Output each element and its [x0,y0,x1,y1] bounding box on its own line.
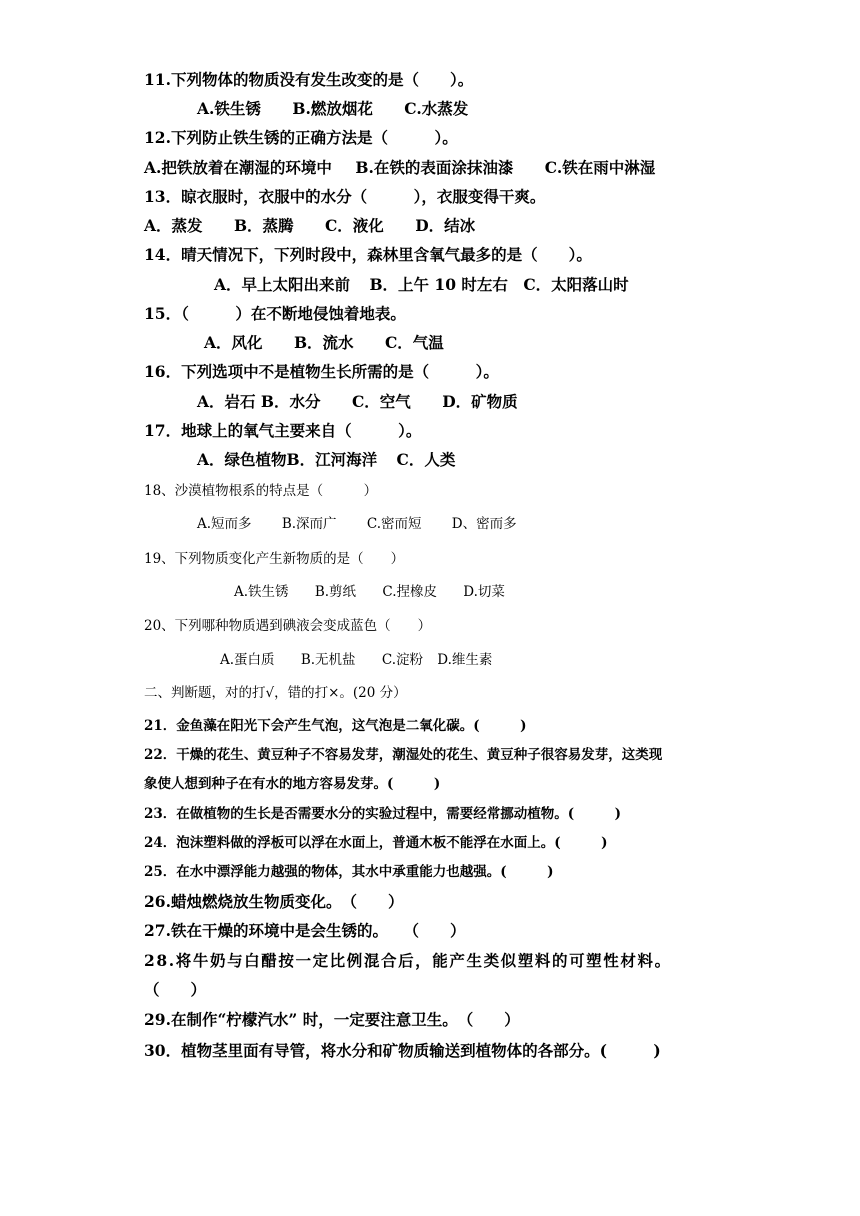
question-20-options [220,654,492,668]
option-c: C.密而短 [366,516,422,532]
question-11-stem: 11.下列物体的物质没有发生改变的是（ ）。 [144,70,474,89]
option-a: A.铁生锈 [197,99,261,118]
question-12-options [144,160,655,176]
option-b: B.剪纸 [314,584,357,600]
question-24: 24．泡沫塑料做的浮板可以浮在水面上，普通木板不能浮在水面上。( ) [144,835,608,851]
question-20-stem: 20、下列哪种物质遇到碘液会变成蓝色（ ） [144,618,432,634]
question-29: 29.在制作“柠檬汽水” 时，一定要注意卫生。 （ ） [144,1010,520,1029]
option-d: D．矿物质 [442,392,518,411]
section-two-heading: 二、判断题，对的打√，错的打×。(20 分） [144,685,407,701]
question-28-line-1: 28.将牛奶与白醋按一定比例混合后，能产生类似塑料的可塑性材料。 [144,951,672,970]
question-16-options [197,394,518,410]
question-26: 26.蜡烛燃烧放生物质变化。 （ ） [144,892,404,911]
question-17-options [197,452,455,468]
question-18-options [197,518,517,532]
option-b: B．上午 10 时左右 [369,275,508,294]
option-a: A．早上太阳出来前 [214,275,351,294]
question-28-line-2: （ ） [144,980,207,999]
question-11-options [197,101,468,117]
question-14-stem: 14．晴天情况下，下列时段中，森林里含氧气最多的是（ ）。 [144,245,592,264]
question-25: 25．在水中漂浮能力越强的物体，其水中承重能力也越强。( ) [144,864,554,880]
option-b: B.燃放烟花 [292,99,373,118]
option-d: D．结冰 [415,216,476,235]
option-d: D、密而多 [451,516,517,532]
option-d: D.切菜 [463,584,505,600]
question-14-options [214,277,629,293]
option-c: C.淀粉 [381,652,423,668]
question-22-line-2: 象使人想到种子在有水的地方容易发芽。( ) [144,776,441,792]
question-18-stem: 18、沙漠植物根系的特点是（ ） [144,483,378,499]
question-13-options [144,218,475,234]
option-c: C．气温 [384,333,444,352]
option-c: C．人类 [396,450,456,469]
question-15-stem: 15．（ ）在不断地侵蚀着地表。 [144,304,406,323]
question-19-options [234,586,505,600]
option-c: C．太阳落山时 [523,275,629,294]
option-a: A.铁生锈 [234,584,289,600]
option-b: B．流水 [293,333,354,352]
question-17-stem: 17．地球上的氧气主要来自（ ）。 [144,421,422,440]
question-27: 27.铁在干燥的环境中是会生锈的。 （ ） [144,921,466,940]
question-15-options [204,335,444,351]
option-c: C．液化 [324,216,384,235]
option-ab: A．岩石 B．水分 [197,392,321,411]
question-16-stem: 16．下列选项中不是植物生长所需的是（ ）。 [144,362,499,381]
question-12-stem: 12.下列防止铁生锈的正确方法是（ ）。 [144,128,458,147]
option-a: A．风化 [204,333,263,352]
option-a: A.短而多 [197,516,252,532]
question-19-stem: 19、下列物质变化产生新物质的是（ ） [144,551,405,567]
option-a: A．蒸发 [144,216,203,235]
option-b: B.深而广 [281,516,337,532]
question-30: 30．植物茎里面有导管，将水分和矿物质输送到植物体的各部分。( ) [144,1041,661,1060]
question-13-stem: 13．晾衣服时，衣服中的水分（ ），衣服变得干爽。 [144,187,546,206]
question-22-line-1: 22．干燥的花生、黄豆种子不容易发芽，潮湿处的花生、黄豆种子很容易发芽，这类现 [144,747,663,763]
option-c: C.水蒸发 [404,99,469,118]
option-a: A.把铁放着在潮湿的环境中 [144,158,332,177]
option-a: A.蛋白质 [220,652,275,668]
option-ab: A．绿色植物B．江河海洋 [197,450,378,469]
option-b: B.在铁的表面涂抹油漆 [355,158,514,177]
question-21: 21．金鱼藻在阳光下会产生气泡，这气泡是二氧化碳。( ) [144,718,527,734]
option-d: D.维生素 [437,652,493,668]
option-c: C.捏橡皮 [382,584,437,600]
question-23: 23．在做植物的生长是否需要水分的实验过程中，需要经常挪动植物。( ) [144,806,622,822]
option-c: C．空气 [351,392,411,411]
option-c: C.铁在雨中淋湿 [544,158,656,177]
option-b: B.无机盐 [300,652,356,668]
option-b: B．蒸腾 [233,216,294,235]
